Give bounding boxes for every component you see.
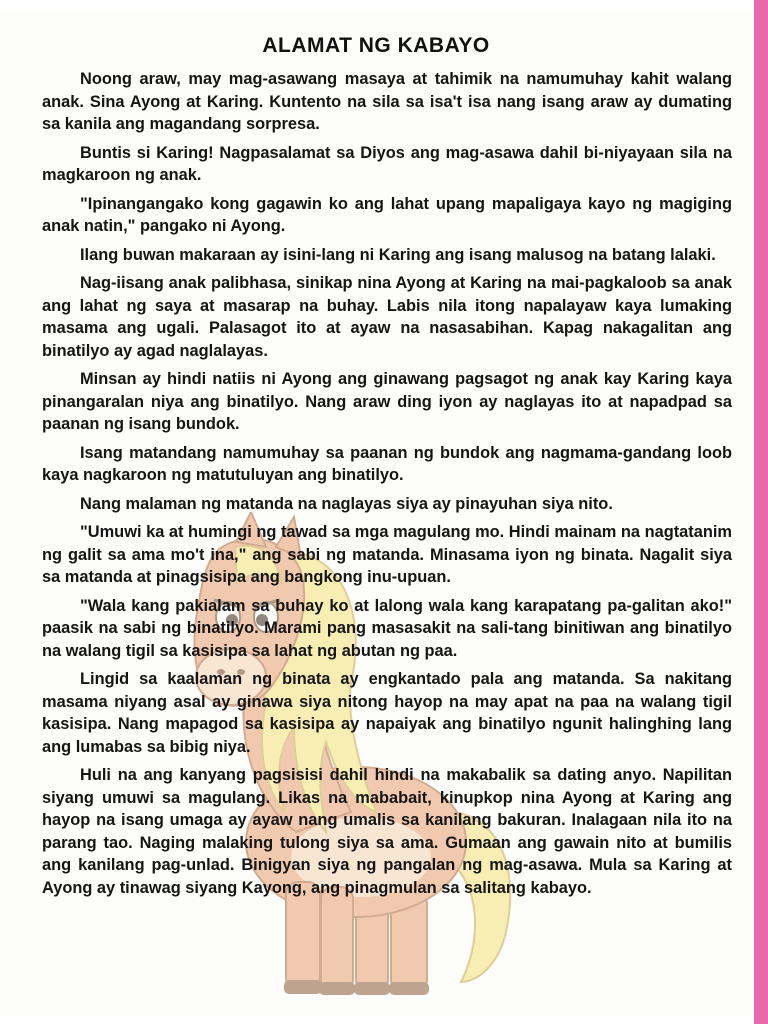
paragraph: Buntis si Karing! Nagpasalamat sa Diyos ang mag-asawa dahil bi-niyayaan sila na magkaroon ng anak. <box>42 143 732 184</box>
paragraph: Nag-iisang anak palibhasa, sinikap nina Ayong at Karing na mai-pagkaloob sa anak ang lahat ng saya at masarap na buhay. Labis nila itong napalayaw kaya lumaking masama ang ugali. Palasagot ito at ayaw na nasasabihan. Kapag nakagalitan ang binatilyo ay agad naglalayas. <box>42 274 732 360</box>
paragraph: "Umuwi ka at humingi ng tawad sa mga magulang mo. Hindi mainam na nagtatanim ng galit sa ama mo't ina," ang sabi ng matanda. Minasama iyon ng binata. Nagalit siya sa matanda at pinagsisipa ang bangkong inu-upuan. <box>42 523 732 586</box>
page-title: ALAMAT NG KABAYO <box>262 34 490 57</box>
document-sheet <box>0 12 752 1016</box>
paragraph: "Ipinangangako kong gagawin ko ang lahat upang mapaligaya kayo ng magiging anak natin," pangako ni Ayong. <box>42 194 732 235</box>
paragraph: Minsan ay hindi natiis ni Ayong ang ginawang pagsagot ng anak kay Karing kaya pinangaralan niya ang binatilyo. Nang araw ding iyon ay naglayas ito at napadpad sa paanan ng isang bundok. <box>42 370 732 433</box>
pink-border <box>754 0 768 1024</box>
paragraph: Isang matandang namumuhay sa paanan ng bundok ang nagmama-gandang loob kaya nagkaroon ng matutuluyan ang binatilyo. <box>42 443 732 484</box>
paragraph: Lingid sa kaalaman ng binata ay engkantado pala ang matanda. Sa nakitang masama niyang asal ay ginawa siya nitong hayop na may apat na paa na walang tigil kasisipa. Nang mapagod sa kasisipa ay napaiyak ang binatilyo ngunit halinghing lang ang lumabas sa bibig niya. <box>42 670 732 756</box>
story-body <box>42 68 732 905</box>
paragraph: Noong araw, may mag-asawang masaya at tahimik na namumuhay kahit walang anak. Sina Ayong at Karing. Kuntento na sila sa isa't isa nang isang araw ay dumating sa kanila ang magandang sorpresa. <box>42 70 732 133</box>
paragraph: Nang malaman ng matanda na naglayas siya ay pinayuhan siya nito. <box>80 494 613 513</box>
paragraph: "Wala kang pakialam sa buhay ko at lalong wala kang karapatang pa-galitan ako!" paasik na sabi ng binatilyo. Marami pang masasakit na sali-tang binitiwan ang binatilyo na walang tigil sa kasisipa sa lahat ng abutan ng paa. <box>42 596 732 660</box>
paragraph: Huli na ang kanyang pagsisisi dahil hindi na makabalik sa dating anyo. Napilitan siyang umuwi sa magulang. Likas na mababait, kinupkop nina Ayong at Karing ang hayop na isang umaga ay ayaw nang umalis sa kanilang bakuran. Inalagaan nila ito na parang tao. Naging malaking tulong siya sa ama. Gumaan ang gawain nito at bumilis ang kanilang pag-unlad. Binigyan siya ng pangalan ng mag-asawa. Mula sa Karing at Ayong ay tinawag siyang Kayong, ang pinagmulan sa salitang kabayo. <box>42 766 732 897</box>
paragraph: Ilang buwan makaraan ay isini-lang ni Karing ang isang malusog na batang lalaki. <box>80 245 716 264</box>
